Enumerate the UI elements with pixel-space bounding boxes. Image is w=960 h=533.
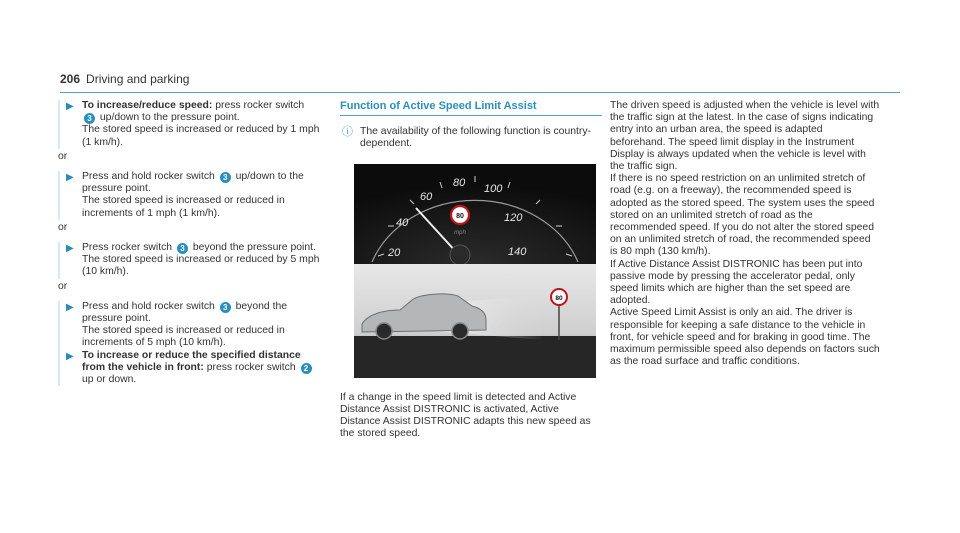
- body-paragraph: Active Speed Limit Assist is only an aid. The driver is responsible for keeping a safe distance to the vehicle in front, for vehicle speed and for braking in good time. The maximum permissible speed also depends on factors such as the road surface and traffic conditions.: [610, 307, 880, 368]
- step-arrow-icon: ▶: [66, 172, 74, 184]
- gauge-label: 120: [504, 211, 523, 224]
- section-title: Driving and parking: [86, 72, 190, 86]
- road-sign-value: 80: [555, 294, 563, 302]
- step-arrow-icon: ▶: [66, 101, 74, 112]
- info-text: The availability of the following function is country-dependent.: [360, 126, 592, 150]
- gauge-label: 60: [420, 190, 433, 203]
- step-arrow-icon: ▶: [66, 301, 74, 313]
- or-separator: or: [58, 221, 68, 233]
- step-arrow-icon: ▶: [66, 350, 74, 362]
- step-text: Press and hold rocker switch: [82, 171, 218, 183]
- gauge-label: 40: [396, 216, 409, 229]
- gauge-unit: mph: [454, 229, 466, 236]
- gauge-label: 20: [388, 246, 401, 259]
- callout-number: 3: [84, 113, 95, 124]
- body-paragraph: The driven speed is adjusted when the vehicle is level with the traffic sign at the latest. In the case of signs indicating entry into an urban area, the speed is adapted beforehand. The speed limit display in the Instrument Display is always updated when the vehicle is level with the traffic sign.: [610, 100, 880, 173]
- info-note: [340, 126, 602, 150]
- or-separator: or: [58, 150, 68, 162]
- callout-number: 3: [177, 243, 188, 254]
- body-paragraph: If there is no speed restriction on an unlimited stretch of road (e.g. on a freeway), the recommended speed is adopted as the stored speed. The system uses the speed stored on an unlimited stretch of road as the recommended speed. If you do not alter the stored speed on an unlimited stretch of road, the recommended speed is 80 mph (130 km/h).: [610, 173, 875, 258]
- step-result: The stored speed is increased or reduced in increments of 5 mph (10 km/h).: [82, 325, 285, 349]
- instruction-step: [58, 242, 320, 279]
- callout-number: 3: [220, 302, 231, 313]
- step-bold: To increase/reduce speed:: [82, 100, 213, 111]
- instruction-step: [58, 171, 320, 220]
- step-result: The stored speed is increased or reduced by 1 mph (1 km/h).: [82, 124, 320, 148]
- instruction-step: [58, 301, 320, 350]
- column-left: [58, 100, 320, 386]
- info-icon: ⓘ: [342, 126, 353, 139]
- speed-limit-value: 80: [456, 212, 464, 220]
- illustration-svg: [354, 164, 596, 378]
- step-text: beyond the pressure point.: [82, 300, 288, 325]
- speed-limit-illustration: [354, 164, 596, 378]
- column-right: [610, 100, 880, 368]
- header-divider: [60, 92, 900, 93]
- step-text: beyond the pressure point.: [189, 242, 316, 254]
- page-number: 206: [60, 72, 81, 86]
- gauge-label: 100: [484, 182, 503, 195]
- step-text: up/down to the pressure point.: [97, 112, 240, 124]
- or-separator: or: [58, 280, 68, 292]
- callout-number: 3: [220, 172, 231, 183]
- step-arrow-icon: ▶: [66, 243, 74, 255]
- callout-number: 2: [301, 363, 312, 374]
- step-result: The stored speed is increased or reduced in increments of 1 mph (1 km/h).: [82, 195, 285, 219]
- gauge-label: 140: [508, 245, 527, 258]
- step-text: press rocker switch: [203, 361, 299, 373]
- step-text: Press and hold rocker switch: [82, 300, 218, 312]
- column-middle: [340, 100, 602, 451]
- body-paragraph: If Active Distance Assist DISTRONIC has been put into passive mode by pressing the accelerator pedal, only speed limits which are higher than the set speed are adopted.: [610, 258, 863, 307]
- step-bold: To increase or reduce the specified distance from the vehicle in front:: [82, 349, 301, 373]
- step-text: Press rocker switch: [82, 242, 175, 254]
- step-text: press rocker switch: [212, 100, 305, 111]
- heading-divider: [340, 115, 602, 116]
- instruction-step: [58, 100, 320, 149]
- car-wheel-icon: [376, 323, 392, 339]
- car-wheel-icon: [452, 323, 468, 339]
- step-result: The stored speed is increased or reduced by 5 mph (10 km/h).: [82, 254, 320, 278]
- road-surface: [354, 336, 596, 378]
- body-paragraph: If a change in the speed limit is detected and Active Distance Assist DISTRONIC is activated, Active Distance Assist DISTRONIC adapts this new speed as the stored speed.: [340, 391, 591, 440]
- needle-hub: [450, 245, 470, 265]
- step-text: up/down to the pressure point.: [82, 171, 304, 195]
- section-heading: Function of Active Speed Limit Assist: [340, 100, 537, 112]
- step-text: up or down.: [82, 374, 137, 386]
- gauge-label: 80: [453, 176, 466, 189]
- instruction-step: [58, 350, 320, 387]
- page-header: [60, 72, 189, 86]
